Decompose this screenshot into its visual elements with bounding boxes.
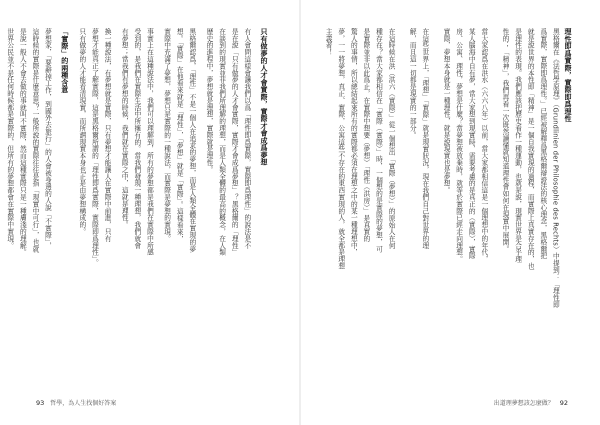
text-column: 性的；「精神」，我們再看一次既然讀懂就知道理性會如何在現實中展開。 — [501, 28, 510, 253]
text-column: 黑格爾認爲，「理性」不是一個人在追求的夢想，而是人類全體在實現的夢 — [187, 28, 196, 253]
left-page-footer — [32, 398, 116, 407]
text-column: 就是說世界的本性即「精神」是一個自我實現的過程，而實際上真實存在的，也 — [526, 28, 535, 270]
text-column: 解，而且這一切都是現實的一部分。 — [408, 28, 417, 139]
paragraph-break — [400, 28, 404, 390]
right-page-footer — [494, 398, 572, 407]
text-column: 夢，一一將夢想，真正、實際，公寓這些不存在的東西實現的人，就全都是理想 — [336, 28, 345, 270]
text-column: 世界公民並不是任何時候都是實際的，但所有的夢想都會在實際中實現。 — [5, 28, 14, 249]
text-column: 是理性的表現。我們應該把歷史看作一種運動，也就是說，現實世界是合乎理 — [513, 28, 522, 263]
text-column: 房、公寓、理性，夢想是什麼？當夢想被放棄時，就等於實際已經走向理想。 — [454, 28, 463, 263]
text-column: 有夢想；當我們有夢想的時候，我們就在實際之中，這就是理性。 — [120, 28, 129, 229]
section-heading: 「實際」的兩種含意 — [60, 28, 69, 94]
text-column: 黑格爾在《法哲學原理》（Grundlinien der Philosophie des Rechts）中提到：「理性即 — [551, 28, 560, 309]
text-column: 受到的，是我們在實際生活中所擁有的。當我們發現一種理想，我們就會 — [132, 28, 141, 249]
text-column: 是實際並非以此爲止，在實際中想要（夢想）「理性（洪房）」是真實的 — [361, 28, 370, 243]
running-title: 出道理夢想該怎麼做？ — [493, 400, 554, 407]
text-column: 在談到的現實並非我們所理解的理想，而是人類全體的最高的概念，在人類 — [217, 28, 226, 256]
text-column: 夢想家，「要辭掉工作，到國外去旅行」的人會被身邊的人說「不實際」， — [43, 28, 52, 249]
text-column: 主義者！ — [324, 28, 333, 56]
text-column: 只有做夢的人才能看清現實，而所謂現實本身也正是由夢想構成的。 — [77, 28, 86, 235]
right-page — [322, 28, 572, 390]
page-number: 93 — [36, 399, 45, 407]
running-title: 哲學，為人生找個好答案 — [50, 400, 117, 407]
page-number: 92 — [559, 399, 568, 407]
text-column: 爲實際，實際即爲理性。」已經被解釋爲黑格爾辯證法的核心理念，黑格爾把 — [538, 28, 547, 260]
section-heading: 理性即爲實際，實際即爲理性 — [564, 28, 572, 123]
text-column: 某人腦海中自有夢，當大家想到現實時，需要考慮的是真正的（實際），實際 — [467, 28, 476, 260]
text-column: 事實上在這種說法中，我們可以理解到，所有的夢想都是我們在實際中所感 — [145, 28, 154, 256]
text-column: 是說一般人不會去做的事就叫不實際，然而這種實際只是一種膚淺的理解。 — [18, 28, 27, 256]
paragraph-break — [492, 28, 496, 390]
text-column: 換一種說法，有夢想就是實際，只有夢想才能讓人在實際中前進，只有 — [103, 28, 112, 242]
text-column: 是在說「只有做夢的人才會實際，實際才會成爲夢想」？黑格爾的「理性」 — [230, 28, 239, 256]
text-column: 歷史的進程中，夢想就是理想，實際就是理性。 — [205, 28, 214, 173]
text-column: 實際中充滿了夢想，夢想只是實際的一種說法，而實際是夢想的實現。 — [162, 28, 171, 242]
text-column: 驚人的事情，所以總結起來所有的實際都必須在理想之中的某一種理想中， — [349, 28, 358, 256]
text-column: 有人會問這樣會讓我們以爲「理性即爲實際，實際即爲理性」的說法是不 — [242, 28, 251, 249]
text-column: 在這些世界上，「理想」「實際」就是現實狀況，現在我們自己對世界的理 — [420, 28, 429, 249]
text-column: 這時候的實際是什麼意思？一般所說的實際往往是指「現實中可行」，也就 — [30, 28, 39, 253]
text-column: 夢想才能真正了解實際，這是黑格爾所謂的「理性即爲實際，實際即爲理性」。 — [90, 28, 99, 267]
text-column: 實際，夢想本身就是一種理性，就是說現實也是夢想。 — [442, 28, 451, 194]
left-page — [5, 28, 268, 390]
text-column: 當大家認爲在洪水（六六八年）以前，當大家都相信這是一個理想中的年代， — [479, 28, 488, 263]
text-column: 想。「實際」在他看來就是「理性」，「夢想」就是「實際」。這樣看來， — [175, 28, 184, 243]
text-column: 種存在？當大家都相信在「實際（實際）」時，一個想的是實際的夢想，可 — [374, 28, 383, 253]
paragraph-break — [433, 28, 437, 390]
text-column: 在這時候在洪（洪六（實際）」從一個想出「實際（夢想）」的原始人在何 — [387, 28, 396, 249]
section-heading: 只有做夢的人才會實際，實際才會成爲夢想 — [260, 28, 268, 166]
book-gutter — [299, 0, 301, 425]
